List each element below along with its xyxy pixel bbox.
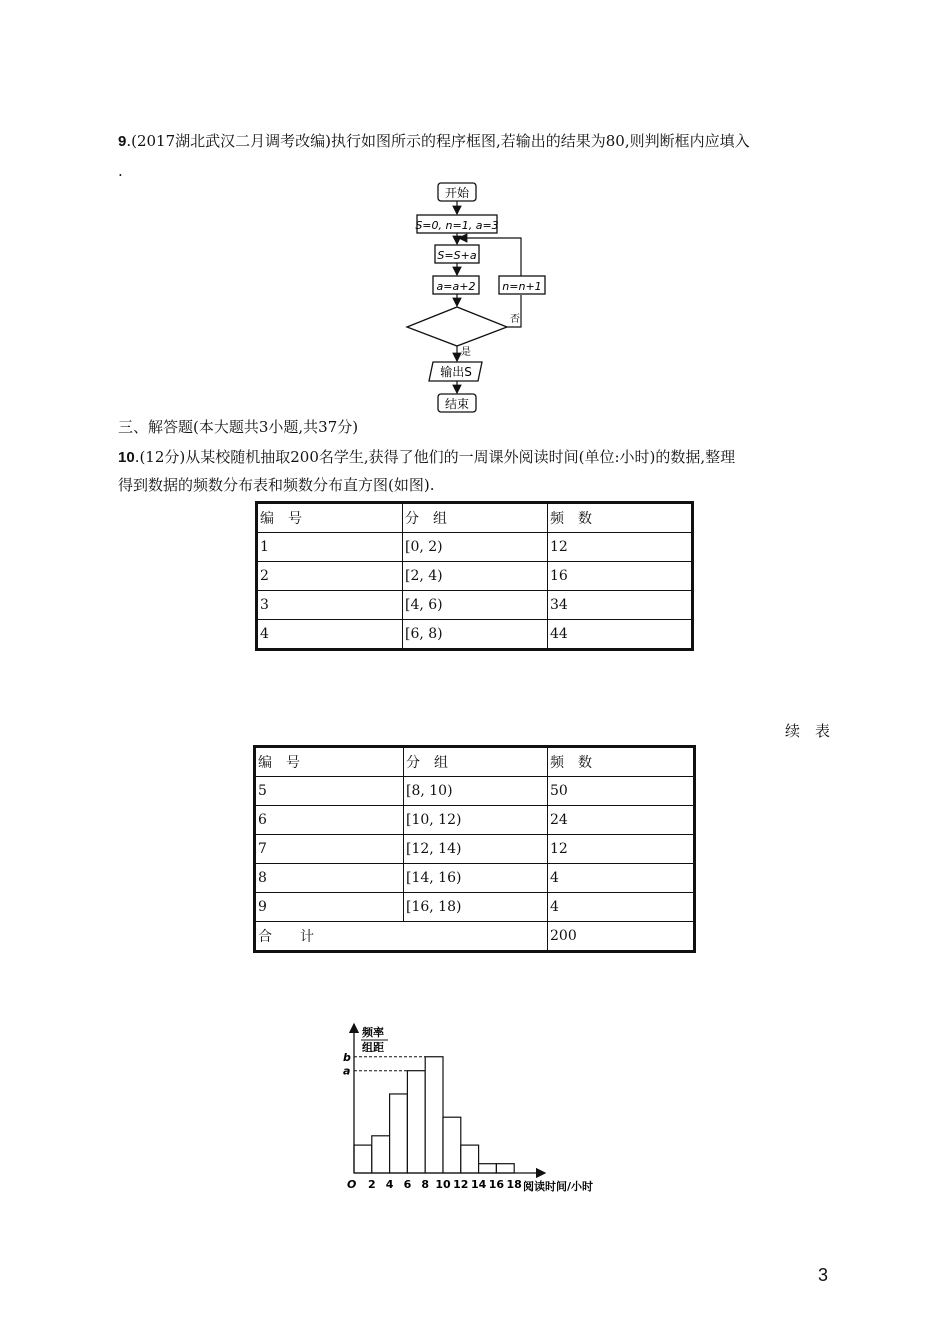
- x-tick-label: 18: [506, 1178, 522, 1191]
- flow-output-text: 输出S: [440, 365, 472, 379]
- flow-init-text: S=0, n=1, a=3: [415, 219, 499, 232]
- table-cell: 3: [257, 591, 403, 620]
- x-tick-label: 12: [453, 1178, 469, 1191]
- x-axis-label: 阅读时间/小时: [523, 1180, 594, 1193]
- histogram-bar: [496, 1164, 514, 1173]
- table-cell: 1: [257, 533, 403, 562]
- table-total-value: 200: [548, 922, 695, 952]
- histogram-bar: [372, 1136, 390, 1173]
- flow-step2-text: a=a+2: [436, 280, 476, 293]
- table-total-label: 合 计: [255, 922, 548, 952]
- table-cell: [6, 8): [403, 620, 548, 650]
- table-cell: [10, 12): [404, 806, 548, 835]
- histogram-bar: [443, 1117, 461, 1173]
- table-cell: 5: [255, 777, 404, 806]
- q9-text: .(2017湖北武汉二月调考改编)执行如图所示的程序框图,若输出的结果为80,则判断框内应填入: [126, 132, 750, 150]
- origin-label: O: [347, 1178, 357, 1191]
- table-cell: [14, 16): [404, 864, 548, 893]
- flow-yes-label: 是: [461, 347, 471, 358]
- x-tick-label: 4: [385, 1178, 394, 1191]
- x-tick-label: 2: [367, 1178, 376, 1191]
- table-cell: 24: [548, 806, 695, 835]
- table-row: [255, 806, 695, 835]
- table-cell: [2, 4): [403, 562, 548, 591]
- histogram-bar: [354, 1145, 372, 1173]
- table-cell: 8: [255, 864, 404, 893]
- table-header-cell: 分 组: [404, 747, 548, 777]
- y-mark-b: b: [343, 1050, 351, 1064]
- table-header-cell: 分 组: [403, 503, 548, 533]
- q10-number: 10: [118, 449, 135, 466]
- table-header-row: [255, 747, 695, 777]
- flow-end-text: 结束: [444, 397, 470, 411]
- table-cell: 6: [255, 806, 404, 835]
- table-cell: [0, 2): [403, 533, 548, 562]
- table-header-cell: 频 数: [548, 747, 695, 777]
- histogram-bar: [390, 1094, 408, 1173]
- table-total-row: [255, 922, 695, 952]
- flow-step1-text: S=S+a: [437, 249, 477, 262]
- histogram-bar: [461, 1145, 479, 1173]
- table-row: [257, 562, 693, 591]
- table-cell: 4: [548, 864, 695, 893]
- table-cell: 7: [255, 835, 404, 864]
- y-label-denominator: 组距: [362, 1041, 384, 1054]
- frequency-table-2: [253, 745, 696, 953]
- table-cell: 12: [548, 533, 693, 562]
- histogram-bar: [407, 1071, 425, 1173]
- flow-decision-diamond: [407, 307, 507, 346]
- q9-line1: [118, 130, 750, 153]
- table-row: [255, 777, 695, 806]
- flowchart: [400, 178, 560, 418]
- histogram-chart: [330, 1018, 620, 1198]
- flow-start-text: 开始: [444, 186, 470, 200]
- table-row: [255, 835, 695, 864]
- table-cell: 2: [257, 562, 403, 591]
- q9-line2: .: [118, 162, 123, 180]
- histogram-bar: [479, 1164, 497, 1173]
- frequency-table-1: [255, 501, 694, 651]
- q10-line2: 得到数据的频数分布表和频数分布直方图(如图).: [118, 476, 435, 494]
- table-cell: 12: [548, 835, 695, 864]
- table-cell: [8, 10): [404, 777, 548, 806]
- y-label-numerator: 频率: [362, 1026, 384, 1039]
- table-row: [257, 620, 693, 650]
- table-row: [257, 533, 693, 562]
- table-cell: 34: [548, 591, 693, 620]
- table-header-row: [257, 503, 693, 533]
- q9-number: 9: [118, 133, 127, 150]
- x-tick-label: 10: [435, 1178, 451, 1191]
- table-cell: 9: [255, 893, 404, 922]
- table-header-cell: 编 号: [257, 503, 403, 533]
- x-tick-label: 6: [403, 1178, 412, 1191]
- histogram-bar: [425, 1057, 443, 1173]
- table-header-cell: 频 数: [548, 503, 693, 533]
- table-row: [255, 864, 695, 893]
- table-cell: 50: [548, 777, 695, 806]
- continued-table-label: 续 表: [785, 722, 831, 740]
- table-row: [255, 893, 695, 922]
- q10-line1: [118, 446, 735, 469]
- flow-no-label: 否: [510, 314, 520, 325]
- table-row: [257, 591, 693, 620]
- table-cell: [16, 18): [404, 893, 548, 922]
- table-cell: 4: [548, 893, 695, 922]
- x-tick-label: 16: [488, 1178, 505, 1191]
- section-heading: 三、解答题(本大题共3小题,共37分): [118, 418, 359, 436]
- x-tick-label: 14: [470, 1178, 487, 1191]
- page-number: 3: [818, 1265, 829, 1285]
- table-cell: 16: [548, 562, 693, 591]
- x-tick-label: 8: [421, 1178, 430, 1191]
- table-cell: [4, 6): [403, 591, 548, 620]
- table-cell: 4: [257, 620, 403, 650]
- table-cell: [12, 14): [404, 835, 548, 864]
- q10-text: .(12分)从某校随机抽取200名学生,获得了他们的一周课外阅读时间(单位:小时)的数据,整理: [134, 448, 736, 466]
- table-header-cell: 编 号: [255, 747, 404, 777]
- table-cell: 44: [548, 620, 693, 650]
- flow-side-text: n=n+1: [502, 280, 542, 293]
- y-mark-a: a: [343, 1064, 351, 1078]
